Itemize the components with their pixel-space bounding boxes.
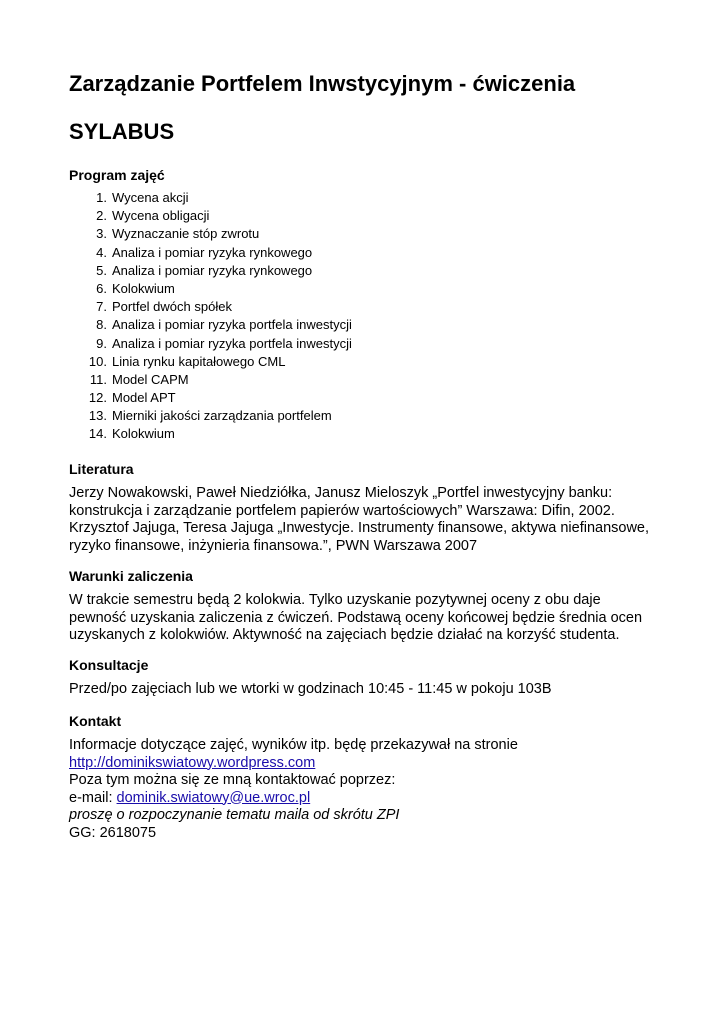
kontakt-heading: Kontakt	[69, 713, 122, 729]
program-item-number: 12.	[88, 390, 107, 406]
program-item-number: 11.	[89, 371, 107, 387]
document-subtitle: SYLABUS	[69, 119, 175, 144]
literatura-line: konstrukcja i zarządzanie portfelem papierów wartościowych” Warszawa: Difin, 2002.	[69, 502, 615, 519]
program-item-label: Analiza i pomiar ryzyka portfela inwestycji	[112, 335, 352, 351]
konsultacje-text	[69, 681, 709, 699]
program-item-label: Kolokwium	[112, 426, 175, 442]
program-item-number: 3.	[96, 226, 107, 242]
program-item-label: Analiza i pomiar ryzyka rynkowego	[112, 244, 313, 260]
kontakt-email-line	[69, 790, 709, 808]
program-item-label: Linia rynku kapitałowego CML	[112, 353, 286, 369]
kontakt-gg: GG: 2618075	[69, 824, 157, 841]
program-item-label: Portfel dwóch spółek	[112, 299, 232, 315]
program-item-number: 8.	[96, 317, 107, 333]
program-item-label: Model CAPM	[112, 371, 189, 387]
konsultacje-line: Przed/po zajęciach lub we wtorki w godzinach 10:45 - 11:45 w pokoju 103B	[69, 681, 552, 697]
program-item-label: Wycena obligacji	[112, 208, 210, 224]
program-item-number: 14.	[88, 426, 107, 442]
program-item-label: Mierniki jakości zarządzania portfelem	[112, 408, 332, 424]
warunki-heading: Warunki zaliczenia	[69, 568, 193, 584]
kontakt-intro: Informacje dotyczące zajęć, wyników itp. będę przekazywał na stronie	[69, 737, 518, 753]
literatura-line: Krzysztof Jajuga, Teresa Jajuga „Inwestycje. Instrumenty finansowe, aktywa niefinansowe,	[69, 520, 650, 536]
program-item-number: 5.	[96, 262, 107, 278]
kontakt-email-note: proszę o rozpoczynanie tematu maila od skrótu ZPI	[69, 807, 400, 823]
literatura-line: Jerzy Nowakowski, Paweł Niedziółka, Janusz Mieloszyk „Portfel inwestycyjny banku:	[69, 485, 613, 501]
program-item-label: Wycena akcji	[112, 190, 189, 205]
program-item-label: Analiza i pomiar ryzyka portfela inwestycji	[112, 317, 352, 333]
warunki-line: W trakcie semestru będą 2 kolokwia. Tylko uzyskanie pozytywnej oceny z obu daje	[69, 592, 601, 608]
program-item-number: 1.	[96, 190, 107, 205]
literatura-line: ryzyko finansowe, inżynieria finansowa.”, PWN Warszawa 2007	[69, 537, 478, 554]
warunki-line: uzyskanych z kolokwiów. Aktywność na zajęciach będzie działać na korzyść studenta.	[69, 627, 620, 643]
program-item-number: 9.	[96, 335, 107, 351]
literatura-text	[69, 485, 709, 555]
program-item-number: 2.	[96, 208, 107, 224]
program-item-number: 7.	[96, 299, 107, 315]
warunki-text	[69, 592, 709, 645]
kontakt-text	[69, 737, 709, 842]
program-item-number: 13.	[88, 408, 107, 424]
kontakt-website-line	[69, 755, 709, 773]
program-item-number: 4.	[96, 244, 107, 260]
program-item-label: Wyznaczanie stóp zwrotu	[112, 226, 260, 242]
email-link[interactable]: dominik.swiatowy@ue.wroc.pl	[116, 789, 311, 806]
konsultacje-heading: Konsultacje	[69, 657, 149, 673]
document-title: Zarządzanie Portfelem Inwstycyjnym - ćwiczenia	[69, 71, 576, 96]
program-item-label: Kolokwium	[112, 280, 175, 296]
email-label: e-mail:	[69, 789, 117, 806]
program-item-number: 10.	[88, 353, 107, 369]
program-item-label: Model APT	[112, 390, 176, 406]
warunki-line: pewność uzyskania zaliczenia z ćwiczeń. Podstawą oceny końcowej będzie średnia ocen	[69, 609, 643, 626]
program-heading: Program zajęć	[69, 167, 165, 183]
program-item-number: 6.	[96, 280, 107, 296]
website-link[interactable]: http://dominikswiatowy.wordpress.com	[69, 754, 316, 771]
kontakt-contact-line: Poza tym można się ze mną kontaktować poprzez:	[69, 772, 396, 788]
program-item-label: Analiza i pomiar ryzyka rynkowego	[112, 262, 313, 278]
literatura-heading: Literatura	[69, 461, 134, 477]
